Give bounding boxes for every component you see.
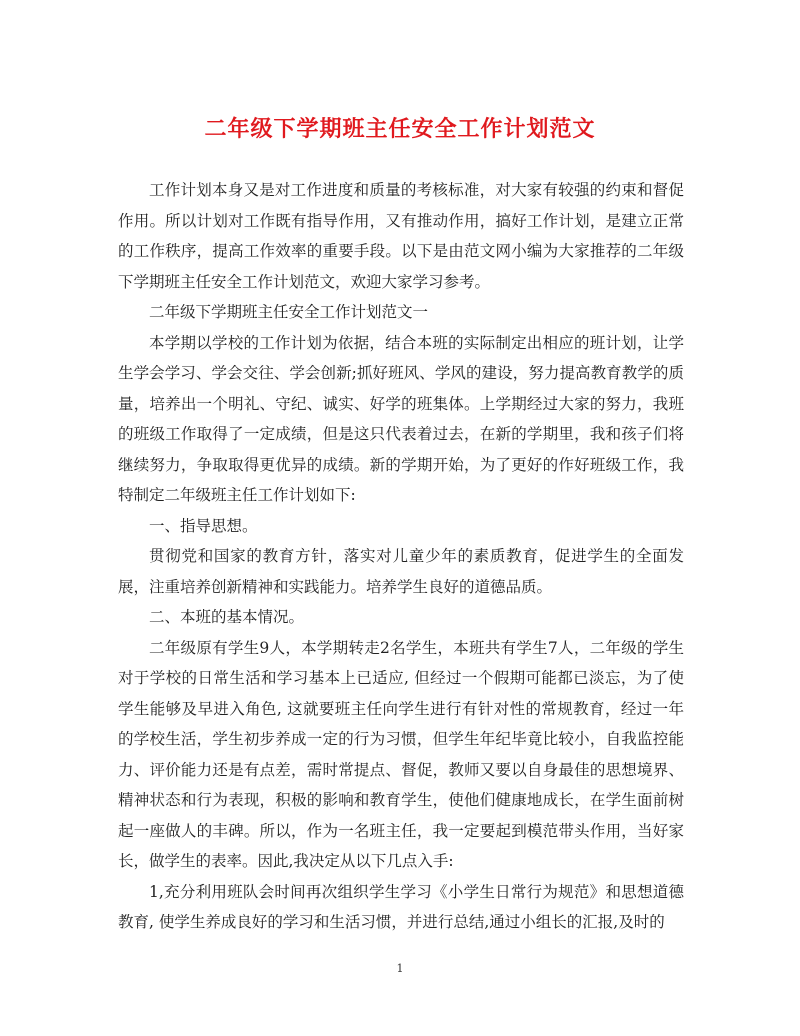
document-title: 二年级下学期班主任安全工作计划范文 xyxy=(204,116,596,142)
heading-class-situation: 二、本班的基本情况。 xyxy=(149,608,305,626)
page-number: 1 xyxy=(396,962,404,975)
paragraph-section-title: 二年级下学期班主任安全工作计划范文一 xyxy=(149,303,429,321)
paragraph-guiding-ideology: 贯彻党和国家的教育方针，落实对儿童少年的素质教育，促进学生的全面发展，注重培养创新精神和实践能力。培养学生良好的道德品质。 xyxy=(118,547,684,596)
document-body xyxy=(118,175,684,938)
paragraph-point-1: 1,充分利用班队会时间再次组织学生学习《小学生日常行为规范》和思想道德教育, 使学生养成良好的学习和生活习惯，并进行总结,通过小组长的汇报,及时的 xyxy=(118,882,684,931)
paragraph-class-situation: 二年级原有学生9人，本学期转走2名学生，本班共有学生7人，二年级的学生对于学校的日常生活和学习基本上已适应, 但经过一个假期可能都已淡忘，为了使学生能够及早进入角色, 这就要班主任向学生进行有针对性的常规教育，经过一年的学校生活，学生初步养成一定的行为习惯，但学生年纪毕竟比较小，自我监控能力、评价能力还是有点差，需时常提点、督促，教师又要以自身最佳的思想境界、精神状态和行为表现，积极的影响和教育学生，使他们健康地成长，在学生面前树起一座做人的丰碑。所以，作为一名班主任，我一定要起到模范带头作用，当好家长，做学生的表率。因此,我决定从以下几点入手: xyxy=(118,638,684,870)
heading-guiding-ideology: 一、指导思想。 xyxy=(149,516,258,535)
paragraph-intro: 工作计划本身又是对工作进度和质量的考核标准，对大家有较强的约束和督促作用。所以计划对工作既有指导作用，又有推动作用，搞好工作计划，是建立正常的工作秩序，提高工作效率的重要手段。以下是由范文网小编为大家推荐的二年级下学期班主任安全工作计划范文，欢迎大家学习参考。 xyxy=(118,181,684,291)
paragraph-plan-basis: 本学期以学校的工作计划为依据，结合本班的实际制定出相应的班计划，让学生学会学习、学会交往、学会创新;抓好班风、学风的建设，努力提高教育教学的质量，培养出一个明礼、守纪、诚实、好学的班集体。上学期经过大家的努力，我班的班级工作取得了一定成绩，但是这只代表着过去，在新的学期里，我和孩子们将继续努力，争取取得更优异的成绩。新的学期开始，为了更好的作好班级工作，我特制定二年级班主任工作计划如下: xyxy=(118,333,684,504)
